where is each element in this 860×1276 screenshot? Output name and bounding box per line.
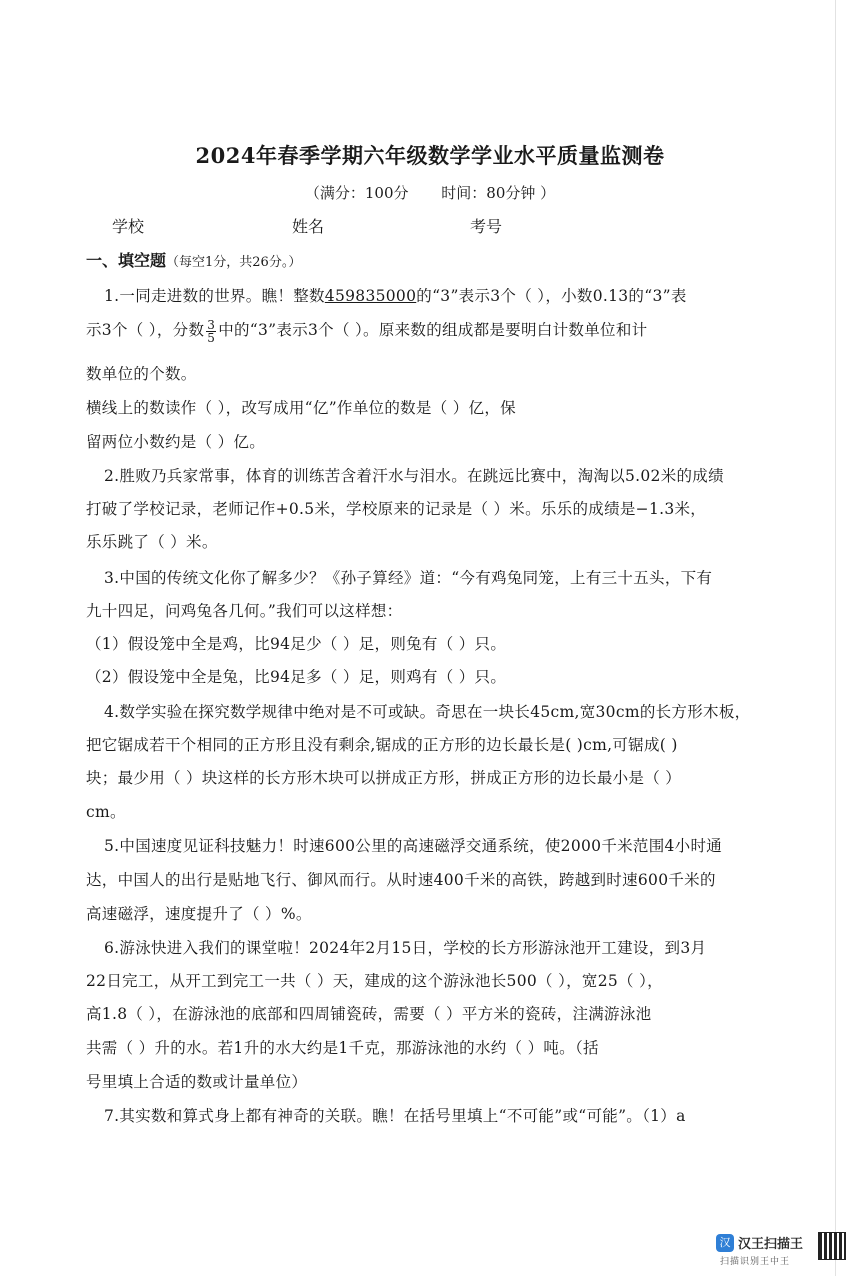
q1-line-5: 留两位小数约是（ ）亿。 <box>86 433 266 451</box>
q3-line-4: （2）假设笼中全是兔，比94足多（ ）足，则鸡有（ ）只。 <box>86 668 507 686</box>
fraction-three-fifths <box>206 319 216 344</box>
section-heading <box>86 248 301 271</box>
q1-line-3: 数单位的个数。 <box>86 365 197 383</box>
q1-line-1 <box>104 284 766 306</box>
q4-line-2: 把它锯成若干个相同的正方形且没有剩余,锯成的正方形的边长最长是( )cm,可锯成( ) <box>86 736 678 754</box>
scanner-logo-icon: 汉 <box>716 1234 734 1252</box>
q5-line-1: 5.中国速度见证科技魅力！时速600公里的高速磁浮交通系统，使2000千米范围4小时通 <box>104 837 723 855</box>
q4-line-4: cm。 <box>86 803 126 821</box>
q1-line-4: 横线上的数读作（ ），改写成用“亿”作单位的数是（ ）亿，保 <box>86 399 516 417</box>
q6-line-3: 高1.8（ ），在游泳池的底部和四周铺瓷砖，需要（ ）平方米的瓷砖，注满游泳池 <box>86 1005 652 1023</box>
scanner-brand: 汉王扫描王 <box>738 1237 804 1252</box>
q1-text-a: 1.一同走进数的世界。瞧！整数 <box>104 287 325 305</box>
fraction-denominator: 5 <box>207 330 216 345</box>
q2-line-2: 打破了学校记录，老师记作+0.5米，学校原来的记录是（ ）米。乐乐的成绩是−1.3米， <box>86 500 707 518</box>
school-label: 学校 <box>112 217 145 236</box>
q5-line-2: 达，中国人的出行是贴地飞行、御风而行。从时速400千米的高铁，跨越到时速600千米的 <box>86 871 716 889</box>
scan-edge-line <box>835 0 836 1276</box>
scanner-tagline: 扫描识别王中王 <box>720 1257 791 1267</box>
q1-text-b: 的“3”表示3个（ ），小数0.13的“3”表 <box>416 287 687 305</box>
exam-number-label: 考号 <box>470 217 503 236</box>
q3-line-2: 九十四足，问鸡兔各几何。”我们可以这样想： <box>86 602 403 620</box>
q3-line-3: （1）假设笼中全是鸡，比94足少（ ）足，则兔有（ ）只。 <box>86 635 507 653</box>
name-label: 姓名 <box>292 217 325 236</box>
section-title: 一、填空题 <box>86 251 167 270</box>
q6-line-5: 号里填上合适的数或计量单位） <box>86 1073 308 1091</box>
scanner-watermark <box>716 1230 846 1270</box>
q1-text-c: 示3个（ ），分数 <box>86 321 205 339</box>
section-note: （每空1分，共26分。） <box>166 255 302 270</box>
q5-line-3: 高速磁浮，速度提升了（ ）%。 <box>86 905 312 923</box>
q6-line-1: 6.游泳快进入我们的课堂啦！2024年2月15日，学校的长方形游泳池开工建设，到3月 <box>104 939 707 957</box>
full-score: （满分：100分 <box>304 184 409 202</box>
exam-time: 时间：80分钟 ） <box>441 184 556 202</box>
q2-line-3: 乐乐跳了（ ）米。 <box>86 533 218 551</box>
q7-line-1: 7.其实数和算式身上都有神奇的关联。瞧！在括号里填上“不可能”或“可能”。（1）a <box>104 1107 686 1125</box>
q1-text-d: 中的“3”表示3个（ ）。原来数的组成都是要明白计数单位和计 <box>218 321 648 339</box>
qr-code-icon <box>818 1232 846 1260</box>
q1-line-2 <box>86 318 766 344</box>
q3-line-1: 3.中国的传统文化你了解多少？《孙子算经》道：“今有鸡兔同笼，上有三十五头，下有 <box>104 569 713 587</box>
q6-line-2: 22日完工，从开工到完工一共（ ）天，建成的这个游泳池长500（ ），宽25（ ）， <box>86 972 663 990</box>
q4-line-1: 4.数学实验在探究数学规律中绝对是不可或缺。奇思在一块长45cm,宽30cm的长方形木板， <box>104 703 751 721</box>
q2-line-1: 2.胜败乃兵家常事，体育的训练苦含着汗水与泪水。在跳远比赛中，淘淘以5.02米的成绩 <box>104 467 724 485</box>
fraction-numerator: 3 <box>207 317 216 332</box>
q1-underlined-number: 459835000 <box>324 287 417 305</box>
exam-subtitle <box>0 182 860 203</box>
q6-line-4: 共需（ ）升的水。若1升的水大约是1千克，那游泳池的水约（ ）吨。（括 <box>86 1039 599 1057</box>
exam-title: 2024年春季学期六年级数学学业水平质量监测卷 <box>195 143 665 168</box>
q4-line-3: 块；最少用（ ）块这样的长方形木块可以拼成正方形，拼成正方形的边长最小是（ ） <box>86 769 682 787</box>
